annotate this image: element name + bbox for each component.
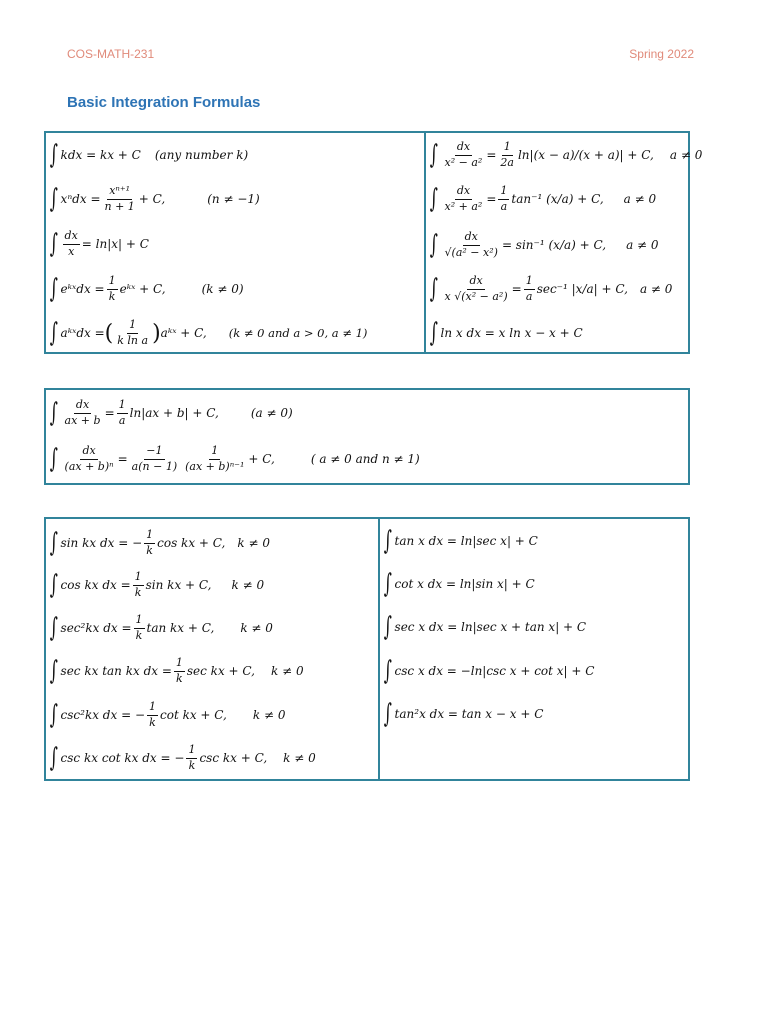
fraction bbox=[498, 141, 516, 168]
formula-rest: eᵏˣ + C, bbox=[119, 282, 166, 296]
denominator: k bbox=[149, 715, 156, 729]
formula-condition: k ≠ 0 bbox=[240, 621, 273, 635]
formula-csc-cot bbox=[50, 740, 316, 776]
formula-condition: k ≠ 0 bbox=[231, 578, 265, 592]
numerator: 1 bbox=[144, 529, 155, 543]
formula-arcsec bbox=[430, 269, 672, 309]
formula-condition: (k ≠ 0) bbox=[201, 282, 244, 296]
formula-lhs: xⁿdx = bbox=[60, 192, 101, 206]
formula-partial-fraction bbox=[430, 135, 702, 175]
integral-sign: ∫ bbox=[429, 274, 438, 304]
course-code: COS-MATH-231 bbox=[67, 47, 155, 61]
formula-box-basic bbox=[44, 131, 703, 354]
numerator: 1 bbox=[498, 185, 509, 199]
denominator: (ax + b)ⁿ⁻¹ bbox=[185, 459, 245, 473]
numerator: dx bbox=[463, 231, 480, 245]
equals: = bbox=[486, 192, 497, 206]
denominator: a bbox=[500, 199, 508, 213]
fraction bbox=[443, 185, 485, 212]
numerator: dx bbox=[63, 230, 80, 244]
formula-rest: aᵏˣ + C, bbox=[160, 326, 207, 340]
integral-sign: ∫ bbox=[429, 318, 438, 348]
fraction bbox=[63, 445, 116, 472]
formula-cos bbox=[50, 567, 264, 603]
formula-sec bbox=[384, 611, 586, 643]
equals: = bbox=[486, 148, 497, 162]
formula-rest: cos kx + C, bbox=[157, 536, 226, 550]
integral-sign: ∫ bbox=[429, 184, 438, 214]
integral-sign: ∫ bbox=[49, 613, 58, 643]
fraction bbox=[174, 657, 185, 684]
denominator: a bbox=[118, 413, 126, 427]
denominator: ax + b bbox=[64, 413, 101, 427]
fraction bbox=[498, 185, 509, 212]
formula-rest: = sin⁻¹ (x/a) + C, bbox=[501, 238, 607, 252]
fraction bbox=[186, 744, 197, 771]
integral-sign: ∫ bbox=[49, 528, 58, 558]
integral-sign: ∫ bbox=[49, 743, 58, 773]
formula-csc2 bbox=[50, 697, 285, 733]
formula-condition: k ≠ 0 bbox=[252, 708, 286, 722]
column-divider bbox=[378, 519, 380, 779]
formula-arcsin bbox=[430, 225, 659, 265]
numerator: dx bbox=[455, 141, 472, 155]
formula-expr: tan x dx = ln|sec x| + C bbox=[394, 534, 538, 548]
formula-expr: tan²x dx = tan x − x + C bbox=[394, 707, 544, 721]
numerator: 1 bbox=[147, 701, 158, 715]
integral-sign: ∫ bbox=[49, 656, 58, 686]
fraction bbox=[63, 399, 103, 426]
numerator: 1 bbox=[174, 657, 185, 671]
column-divider bbox=[424, 133, 426, 352]
formula-rest: cot kx + C, bbox=[160, 708, 227, 722]
formula-arctan bbox=[430, 179, 656, 219]
denominator: x² − a² bbox=[444, 155, 483, 169]
integral-sign: ∫ bbox=[49, 444, 58, 474]
numerator: 1 bbox=[209, 445, 220, 459]
formula-condition: a ≠ 0 bbox=[639, 282, 673, 296]
fraction bbox=[115, 319, 150, 346]
formula-rest: + C, bbox=[248, 452, 275, 466]
formula-condition: k ≠ 0 bbox=[270, 664, 304, 678]
denominator: a bbox=[525, 289, 533, 303]
formula-constant bbox=[50, 139, 248, 171]
denominator: k bbox=[188, 758, 196, 772]
integral-sign: ∫ bbox=[429, 230, 438, 260]
denominator: 2a bbox=[500, 155, 514, 169]
integral-sign: ∫ bbox=[383, 656, 392, 686]
equals: = bbox=[117, 452, 128, 466]
denominator: x² + a² bbox=[444, 199, 483, 213]
formula-lhs: csc²kx dx = − bbox=[60, 708, 145, 722]
formula-rest: sec kx + C, bbox=[186, 664, 255, 678]
fraction bbox=[103, 185, 137, 212]
equals: = bbox=[104, 406, 115, 420]
formula-csc bbox=[384, 655, 594, 687]
page-title: Basic Integration Formulas bbox=[67, 94, 261, 111]
numerator: dx bbox=[455, 185, 472, 199]
denominator: k bbox=[146, 543, 153, 557]
denominator: n + 1 bbox=[104, 199, 135, 213]
formula-rest: sec⁻¹ |x/a| + C, bbox=[536, 282, 628, 296]
formula-general-exp bbox=[50, 315, 367, 351]
denominator: (ax + b)ⁿ bbox=[64, 459, 114, 473]
denominator: k ln a bbox=[117, 333, 149, 347]
numerator: dx bbox=[74, 399, 91, 413]
integral-sign: ∫ bbox=[383, 699, 392, 729]
formula-condition: k ≠ 0 bbox=[283, 751, 316, 765]
formula-condition: a ≠ 0 bbox=[669, 148, 703, 162]
numerator: 1 bbox=[133, 571, 144, 585]
integral-sign: ∫ bbox=[49, 274, 58, 304]
formula-lhs: sec kx tan kx dx = bbox=[60, 664, 172, 678]
fraction bbox=[130, 445, 179, 472]
formula-linear-log bbox=[50, 394, 293, 432]
fraction bbox=[443, 275, 510, 302]
fraction bbox=[443, 141, 485, 168]
fraction bbox=[443, 231, 500, 258]
fraction bbox=[524, 275, 535, 302]
numerator: 1 bbox=[186, 744, 197, 758]
formula-sin bbox=[50, 525, 270, 561]
formula-lhs: csc kx cot kx dx = − bbox=[60, 751, 185, 765]
integral-sign: ∫ bbox=[49, 229, 58, 259]
formula-condition: (k ≠ 0 and a > 0, a ≠ 1) bbox=[228, 326, 368, 340]
formula-power bbox=[50, 181, 260, 217]
formula-rest: = ln|x| + C bbox=[81, 237, 149, 251]
integral-sign: ∫ bbox=[49, 140, 58, 170]
fraction bbox=[183, 445, 246, 472]
formula-condition: k ≠ 0 bbox=[237, 536, 270, 550]
integral-sign: ∫ bbox=[383, 569, 392, 599]
integral-sign: ∫ bbox=[49, 318, 58, 348]
denominator: √(a² − x²) bbox=[444, 245, 498, 259]
fraction bbox=[133, 571, 144, 598]
denominator: k bbox=[108, 289, 116, 303]
paren-close: ) bbox=[152, 320, 161, 346]
formula-rest: ln|ax + b| + C, bbox=[129, 406, 219, 420]
numerator: 1 bbox=[134, 614, 145, 628]
formula-cot bbox=[384, 568, 535, 600]
formula-exp bbox=[50, 271, 244, 307]
denominator: k bbox=[134, 585, 142, 599]
formula-condition: (a ≠ 0) bbox=[250, 406, 293, 420]
term: Spring 2022 bbox=[629, 47, 694, 61]
numerator: 1 bbox=[502, 141, 513, 155]
integral-sign: ∫ bbox=[49, 570, 58, 600]
numerator: dx bbox=[467, 275, 484, 289]
numerator: −1 bbox=[144, 445, 164, 459]
fraction bbox=[144, 529, 155, 556]
numerator: xⁿ⁺¹ bbox=[107, 185, 132, 199]
formula-expr: sec x dx = ln|sec x + tan x| + C bbox=[394, 620, 587, 634]
denominator: k bbox=[135, 628, 143, 642]
formula-rest: ln|(x − a)/(x + a)| + C, bbox=[517, 148, 654, 162]
formula-box-linear bbox=[44, 388, 690, 485]
formula-expr: ln x dx = x ln x − x + C bbox=[440, 326, 583, 340]
integral-sign: ∫ bbox=[383, 526, 392, 556]
paren-open: ( bbox=[104, 320, 114, 346]
formula-box-trig bbox=[44, 517, 690, 781]
formula-rest: csc kx + C, bbox=[199, 751, 268, 765]
formula-rest: tan⁻¹ (x/a) + C, bbox=[511, 192, 604, 206]
numerator: dx bbox=[80, 445, 97, 459]
formula-lhs: sin kx dx = − bbox=[60, 536, 143, 550]
denominator: x bbox=[68, 244, 75, 258]
formula-expr: cot x dx = ln|sin x| + C bbox=[394, 577, 535, 591]
formula-expr: kdx = kx + C bbox=[60, 148, 141, 162]
formula-condition: a ≠ 0 bbox=[623, 192, 657, 206]
integral-sign: ∫ bbox=[429, 140, 438, 170]
denominator: k bbox=[176, 671, 183, 685]
equals: = bbox=[511, 282, 522, 296]
formula-condition: (n ≠ −1) bbox=[207, 192, 260, 206]
formula-sec-tan bbox=[50, 653, 304, 689]
fraction bbox=[117, 399, 128, 426]
formula-lhs: aᵏˣdx = bbox=[60, 326, 105, 340]
integral-sign: ∫ bbox=[49, 184, 58, 214]
numerator: 1 bbox=[107, 275, 118, 289]
formula-tan bbox=[384, 525, 538, 557]
fraction bbox=[147, 701, 158, 728]
formula-rest: tan kx + C, bbox=[146, 621, 215, 635]
numerator: 1 bbox=[524, 275, 535, 289]
fraction bbox=[63, 230, 80, 257]
denominator: x √(x² − a²) bbox=[444, 289, 508, 303]
integral-sign: ∫ bbox=[49, 700, 58, 730]
formula-rest: sin kx + C, bbox=[145, 578, 212, 592]
formula-expr: csc x dx = −ln|csc x + cot x| + C bbox=[394, 664, 595, 678]
formula-lhs: eᵏˣdx = bbox=[60, 282, 105, 296]
formula-condition: a ≠ 0 bbox=[626, 238, 659, 252]
integral-sign: ∫ bbox=[49, 398, 58, 428]
integral-sign: ∫ bbox=[383, 612, 392, 642]
formula-sec2 bbox=[50, 610, 273, 646]
formula-log bbox=[50, 226, 149, 262]
formula-condition: (any number k) bbox=[154, 148, 249, 162]
formula-linear-power bbox=[50, 438, 420, 480]
fraction bbox=[134, 614, 145, 641]
numerator: 1 bbox=[117, 399, 128, 413]
formula-lhs: sec²kx dx = bbox=[60, 621, 132, 635]
formula-condition: ( a ≠ 0 and n ≠ 1) bbox=[310, 452, 420, 466]
formula-lhs: cos kx dx = bbox=[60, 578, 131, 592]
denominator: a(n − 1) bbox=[131, 459, 178, 473]
fraction bbox=[107, 275, 118, 302]
formula-ln bbox=[430, 315, 583, 351]
formula-rest: + C, bbox=[138, 192, 166, 206]
numerator: 1 bbox=[127, 319, 138, 333]
formula-tan2 bbox=[384, 698, 543, 730]
